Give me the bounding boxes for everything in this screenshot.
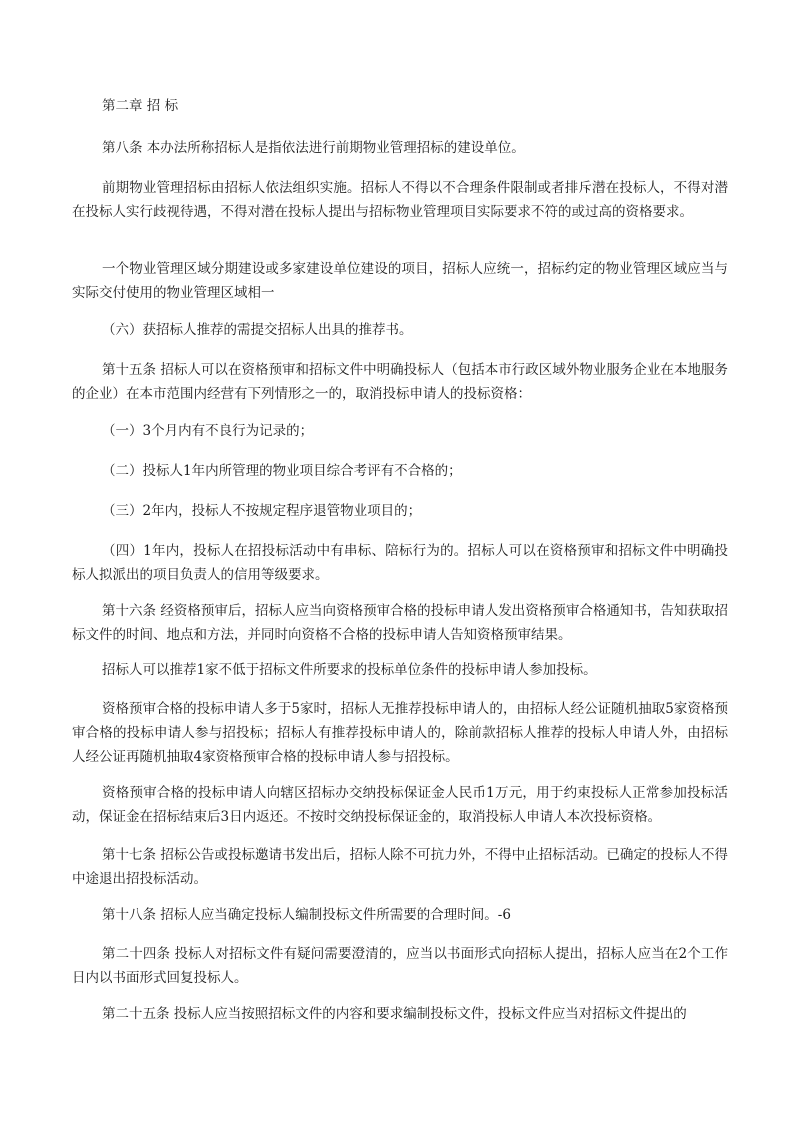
paragraph-bid-bond: 资格预审合格的投标申请人向辖区招标办交纳投标保证金人民币1万元，用于约束投标人正常参加投标活动，保证金在招标结束后3日内返还。不按时交纳投标保证金的，取消投标人申请人本次投标资格。 xyxy=(72,785,728,825)
paragraph-recommend-bidder: 招标人可以推荐1家不低于招标文件所要求的投标单位条件的投标申请人参加投标。 xyxy=(102,662,597,678)
article-8: 第八条 本办法所称招标人是指依法进行前期物业管理招标的建设单位。 xyxy=(102,140,525,156)
article-17: 第十七条 招标公告或投标邀请书发出后，招标人除不可抗力外，不得中止招标活动。已确定的投标人不得中途退出招投标活动。 xyxy=(72,847,728,887)
paragraph-tender-organization: 前期物业管理招标由招标人依法组织实施。招标人不得以不合理条件限制或者排斥潜在投标人，不得对潜在投标人实行歧视待遇，不得对潜在投标人提出与招标物业管理项目实际要求不符的或过高的资格要求。 xyxy=(72,180,728,220)
article-25: 第二十五条 投标人应当按照招标文件的内容和要求编制投标文件，投标文件应当对招标文件提出的 xyxy=(102,1006,687,1022)
item-3: （三）2年内，投标人不按规定程序退管物业项目的； xyxy=(102,503,422,519)
paragraph-phased-construction: 一个物业管理区域分期建设或多家建设单位建设的项目，招标人应统一，招标约定的物业管理区域应当与实际交付使用的物业管理区域相一 xyxy=(72,261,728,301)
article-15: 第十五条 招标人可以在资格预审和招标文件中明确投标人（包括本市行政区域外物业服务企业在本地服务的企业）在本市范围内经营有下列情形之一的，取消投标申请人的投标资格： xyxy=(72,362,728,402)
article-16: 第十六条 经资格预审后，招标人应当向资格预审合格的投标申请人发出资格预审合格通知书，告知获取招标文件的时间、地点和方法，并同时向资格不合格的投标申请人告知资格预审结果。 xyxy=(72,603,728,643)
item-2: （二）投标人1年内所管理的物业项目综合考评有不合格的； xyxy=(102,463,462,479)
article-24: 第二十四条 投标人对招标文件有疑问需要澄清的，应当以书面形式向招标人提出，招标人应当在2个工作日内以书面形式回复投标人。 xyxy=(72,946,728,986)
paragraph-random-selection: 资格预审合格的投标申请人多于5家时，招标人无推荐投标申请人的，由招标人经公证随机抽取5家资格预审合格的投标申请人参与招投标；招标人有推荐投标申请人的，除前款招标人推荐的投标人申请人外，由招标人经公证再随机抽取4家资格预审合格的投标申请人参与招投标。 xyxy=(72,701,728,765)
item-6-recommendation: （六）获招标人推荐的需提交招标人出具的推荐书。 xyxy=(102,322,413,338)
item-1: （一）3个月内有不良行为记录的； xyxy=(102,423,314,439)
item-4: （四）1年内，投标人在招投标活动中有串标、陪标行为的。招标人可以在资格预审和招标文件中明确投标人拟派出的项目负责人的信用等级要求。 xyxy=(72,543,728,583)
chapter-heading: 第二章 招 标 xyxy=(102,98,179,114)
article-18: 第十八条 招标人应当确定投标人编制投标文件所需要的合理时间。-6 xyxy=(102,907,511,923)
